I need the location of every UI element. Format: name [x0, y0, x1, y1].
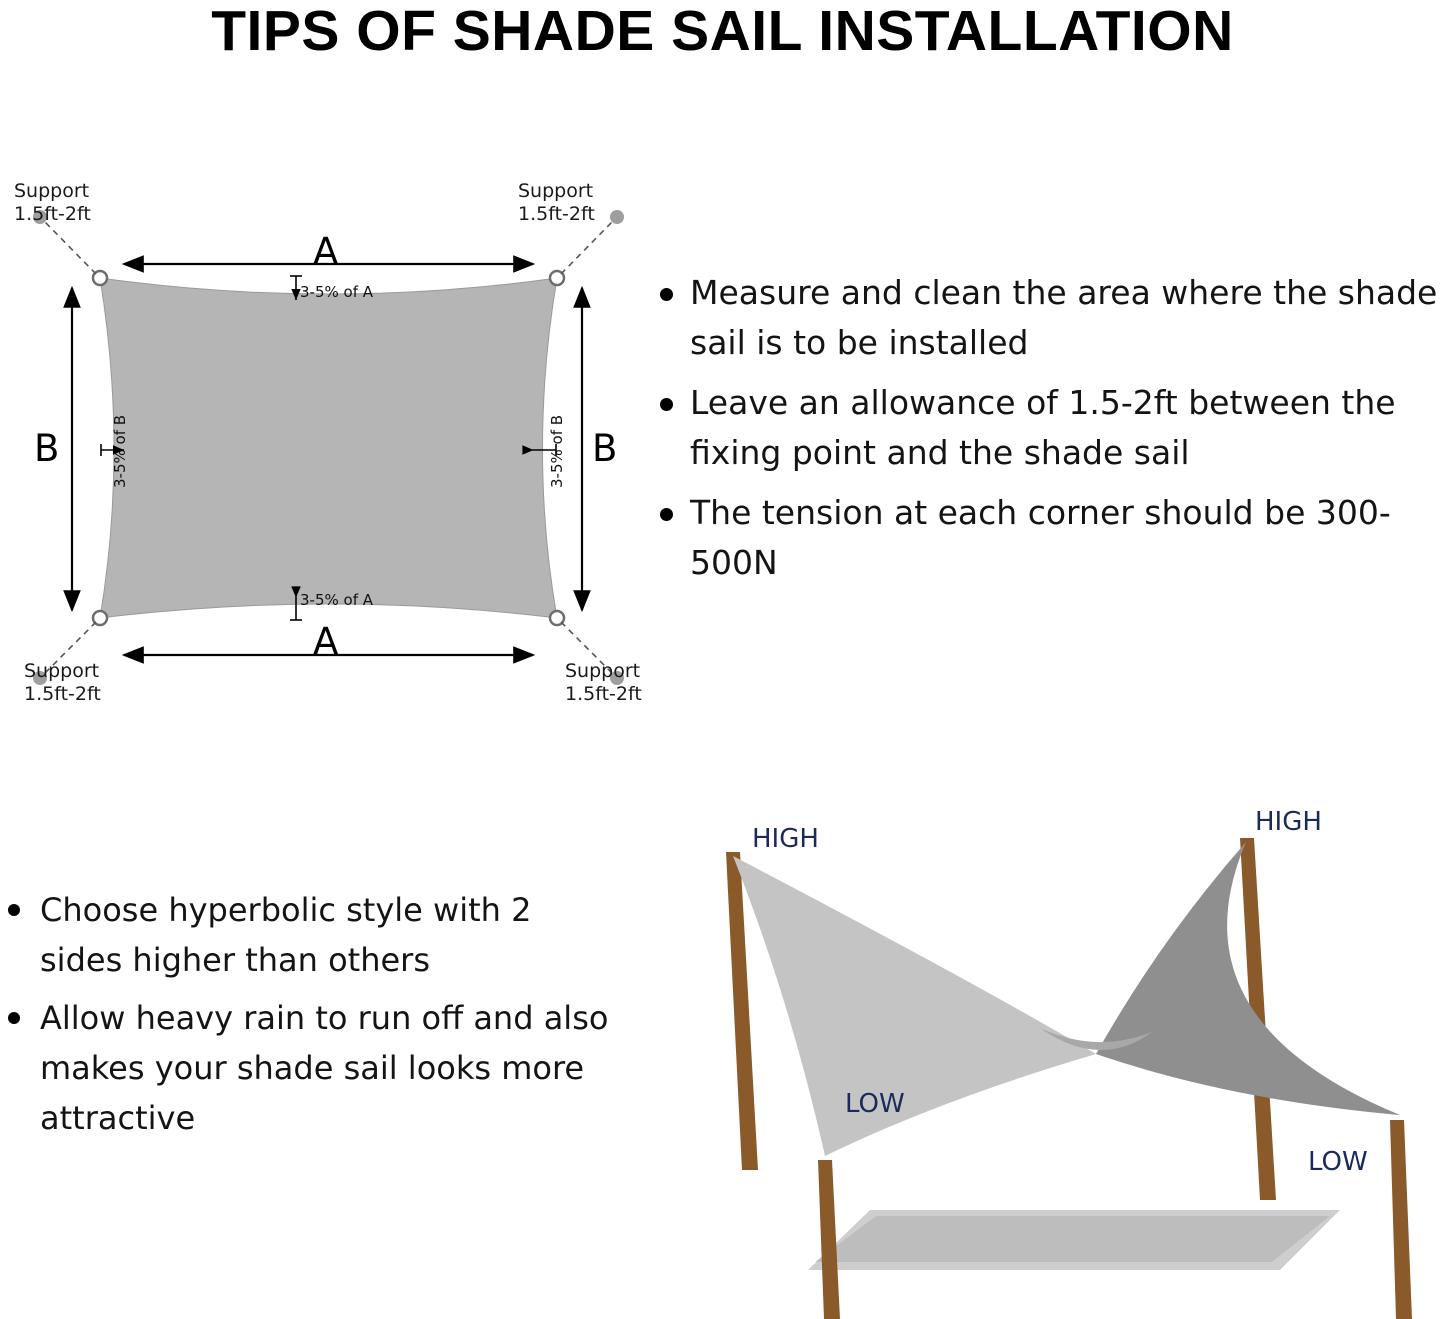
page-title: TIPS OF SHADE SAIL INSTALLATION: [211, 0, 1234, 63]
label-low-right: LOW: [1308, 1147, 1368, 1177]
tip-text: Leave an allowance of 1.5-2ft between the fixing point and the shade sail: [690, 383, 1396, 472]
list-item: [0, 885, 620, 985]
list-item: [0, 993, 620, 1143]
support-label-top-right: Support 1.5ft-2ft: [518, 180, 595, 225]
list-item: [648, 488, 1445, 588]
support-label-bottom-left: Support 1.5ft-2ft: [24, 660, 101, 705]
list-item: [648, 378, 1445, 478]
support-label-bottom-right: Support 1.5ft-2ft: [565, 660, 642, 705]
installation-tips-top: [648, 268, 1445, 598]
bullet-dot-icon: [660, 398, 673, 411]
dimension-label-left-b: B: [34, 427, 60, 470]
bullet-dot-icon: [660, 508, 673, 521]
dimension-label-right-b: B: [592, 427, 618, 470]
tip-text: Choose hyperbolic style with 2 sides higher than others: [40, 891, 532, 979]
list-item: [648, 268, 1445, 368]
dimension-label-bottom-a: A: [313, 620, 339, 663]
curve-depth-left: 3-5% of B: [111, 414, 129, 488]
bullet-dot-icon: [8, 1012, 20, 1024]
tip-text: Measure and clean the area where the shade sail is to be installed: [690, 273, 1438, 362]
curve-depth-right: 3-5% of B: [548, 414, 566, 488]
support-label-top-left: Support 1.5ft-2ft: [14, 180, 91, 225]
label-low-left: LOW: [845, 1089, 905, 1119]
bullet-dot-icon: [8, 904, 20, 916]
label-high-right: HIGH: [1255, 807, 1322, 837]
curve-depth-top: 3-5% of A: [300, 283, 374, 301]
installation-tips-bottom: [0, 885, 620, 1151]
label-high-left: HIGH: [752, 824, 819, 854]
hyperbolic-shade-sail-illustration: [640, 770, 1445, 1319]
shade-sail-dimension-diagram: [0, 150, 660, 730]
curve-depth-bottom: 3-5% of A: [300, 591, 374, 609]
bullet-dot-icon: [660, 288, 673, 301]
tip-text: Allow heavy rain to run off and also makes your shade sail looks more attractive: [40, 999, 609, 1137]
tip-text: The tension at each corner should be 300-500N: [690, 493, 1391, 582]
dimension-label-top-a: A: [313, 230, 339, 273]
